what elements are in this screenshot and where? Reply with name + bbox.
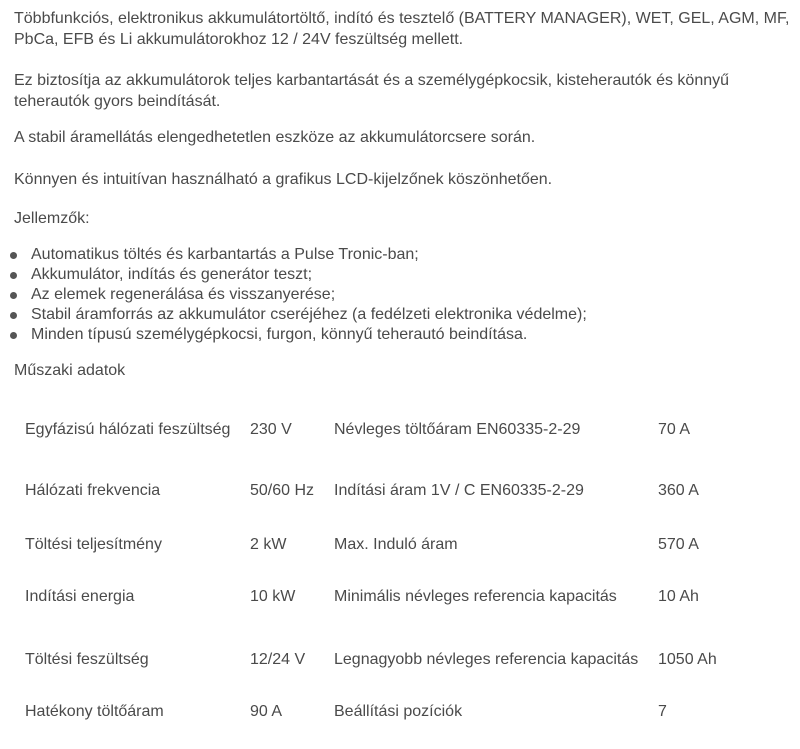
spec-label: Hatékony töltőáram [25,703,164,720]
spec-value: 90 A [250,703,283,720]
spec-value: 12/24 V [250,651,306,668]
table-row [14,691,794,732]
feature-text: Minden típusú személygépkocsi, furgon, könnyű teherautó beindítása. [31,326,528,343]
spec-label: Névleges töltőáram EN60335-2-29 [334,420,581,438]
table-row [14,565,794,628]
spec-value: 2 kW [250,535,287,553]
list-item [0,265,790,285]
list-item [0,285,790,305]
stable-power-paragraph: A stabil áramellátás elengedhetetlen eszköze az akkumulátorcsere során. [14,129,536,146]
spec-label: Egyfázisú hálózati feszültség [25,420,231,438]
spec-value: 230 V [250,420,292,438]
bullet-icon [10,312,17,319]
spec-label: Beállítási pozíciók [334,703,463,720]
lcd-paragraph: Könnyen és intuitívan használható a grafikus LCD-kijelzőnek köszönhetően. [14,171,553,188]
spec-label: Minimális névleges referencia kapacitás [334,588,617,605]
spec-label: Hálózati frekvencia [25,482,161,499]
maintenance-paragraph: Ez biztosítja az akkumulátorok teljes karbantartását és a személygépkocsik, kisteherautók és könnyű teherautók gyors beindítását. [14,72,730,110]
spec-value: 70 A [658,420,691,438]
list-item [0,325,790,345]
spec-label: Töltési feszültség [25,651,149,668]
spec-value: 360 A [658,482,699,499]
table-row [14,458,794,523]
bullet-icon [10,332,17,339]
spec-label: Legnagyobb névleges referencia kapacitás [334,651,639,668]
feature-text: Automatikus töltés és karbantartás a Pulse Tronic-ban; [31,246,419,263]
spec-label: Indítási energia [25,588,135,605]
spec-value: 50/60 Hz [250,482,315,499]
table-row [14,400,794,458]
spec-value: 7 [658,703,667,720]
bullet-icon [10,272,17,279]
list-item [0,245,790,265]
spec-label: Indítási áram 1V / C EN60335-2-29 [334,482,584,499]
spec-label: Töltési teljesítmény [25,535,162,553]
bullet-icon [10,252,17,259]
list-item [0,305,790,325]
spec-label: Max. Induló áram [334,535,458,553]
spec-value: 570 A [658,535,699,553]
features-heading: Jellemzők: [14,210,90,227]
spec-value: 10 kW [250,588,296,605]
spec-value: 10 Ah [658,588,699,605]
table-row [14,628,794,691]
table-row [14,523,794,565]
feature-text: Az elemek regenerálása és visszanyerése; [31,286,336,303]
feature-text: Akkumulátor, indítás és generátor teszt; [31,266,313,283]
specs-heading: Műszaki adatok [14,362,126,379]
spec-value: 1050 Ah [658,651,717,668]
bullet-icon [10,292,17,299]
features-list [0,245,790,345]
intro-paragraph: Többfunkciós, elektronikus akkumulátortöltő, indító és tesztelő (BATTERY MANAGER), WET, GEL, AGM, MF, PbCa, EFB és Li akkumulátorokhoz 12 / 24V feszültség mellett. [14,10,790,48]
feature-text: Stabil áramforrás az akkumulátor cseréjéhez (a fedélzeti elektronika védelme); [31,306,587,323]
specs-table [14,400,794,732]
